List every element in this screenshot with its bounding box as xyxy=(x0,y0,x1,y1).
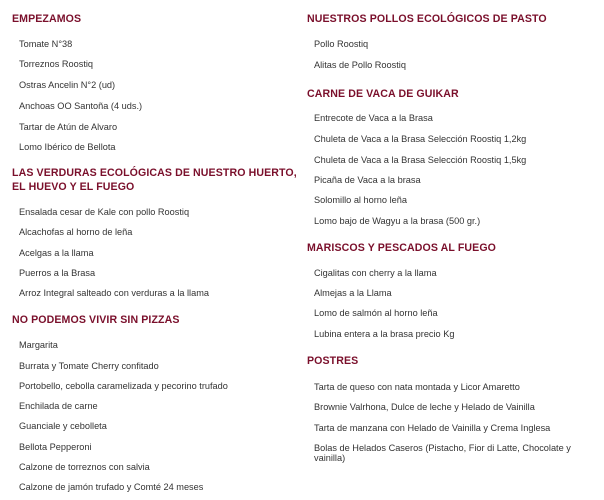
menu-item: Enchilada de carne xyxy=(19,401,98,411)
menu-item: Acelgas a la llama xyxy=(19,248,94,258)
menu-item: Burrata y Tomate Cherry confitado xyxy=(19,361,159,371)
menu-item: Lomo Ibérico de Bellota xyxy=(19,142,116,152)
menu-item: Tartar de Atún de Alvaro xyxy=(19,122,118,132)
menu-item: Cigalitas con cherry a la llama xyxy=(314,268,437,278)
menu-item: Tarta de manzana con Helado de Vainilla y Crema Inglesa xyxy=(314,423,551,433)
menu-item: Calzone de jamón trufado y Comté 24 meses xyxy=(19,482,204,492)
menu-item: Arroz Integral salteado con verduras a la llama xyxy=(19,288,209,298)
menu-item: Bellota Pepperoni xyxy=(19,442,92,452)
menu-item: Alitas de Pollo Roostiq xyxy=(314,60,406,70)
menu-item: Brownie Valrhona, Dulce de leche y Helado de Vainilla xyxy=(314,402,535,412)
menu-item: Tarta de queso con nata montada y Licor Amaretto xyxy=(314,382,520,392)
menu-item: Lomo de salmón al horno leña xyxy=(314,308,438,318)
section-heading-pollos: NUESTROS POLLOS ECOLÓGICOS DE PASTO xyxy=(307,13,547,25)
section-heading-carne: CARNE DE VACA DE GUIKAR xyxy=(307,88,459,100)
menu-item: Picaña de Vaca a la brasa xyxy=(314,175,421,185)
section-heading-empezamos: EMPEZAMOS xyxy=(12,13,82,25)
menu-item: Lomo bajo de Wagyu a la brasa (500 gr.) xyxy=(314,216,481,226)
menu-item: Ensalada cesar de Kale con pollo Roostiq xyxy=(19,207,190,217)
section-heading-mariscos: MARISCOS Y PESCADOS AL FUEGO xyxy=(307,242,497,254)
section-heading-pizzas: NO PODEMOS VIVIR SIN PIZZAS xyxy=(12,314,180,326)
menu-item: Guanciale y cebolleta xyxy=(19,421,107,431)
menu-item: Bolas de Helados Caseros (Pistacho, Fior di Latte, Chocolate y vainilla) xyxy=(314,443,571,463)
menu-item: Anchoas OO Santoña (4 uds.) xyxy=(19,101,143,111)
menu-item: Torreznos Roostiq xyxy=(19,59,94,69)
menu-item: Lubina entera a la brasa precio Kg xyxy=(314,329,455,339)
menu-item: Portobello, cebolla caramelizada y pecorino trufado xyxy=(19,381,228,391)
menu-item: Margarita xyxy=(19,340,58,350)
menu-item: Chuleta de Vaca a la Brasa Selección Roostiq 1,5kg xyxy=(314,155,527,165)
section-heading-verduras: LAS VERDURAS ECOLÓGICAS DE NUESTRO HUERTO, EL HUEVO Y EL FUEGO xyxy=(12,167,297,193)
menu-item: Puerros a la Brasa xyxy=(19,268,96,278)
menu-item: Almejas a la Llama xyxy=(314,288,392,298)
menu-item: Solomillo al horno leña xyxy=(314,195,407,205)
menu-item: Calzone de torreznos con salvia xyxy=(19,462,150,472)
menu-item: Tomate N°38 xyxy=(19,39,73,49)
section-heading-postres: POSTRES xyxy=(307,355,359,367)
menu-item: Alcachofas al horno de leña xyxy=(19,227,133,237)
menu-item: Ostras Ancelin N°2 (ud) xyxy=(19,80,116,90)
menu-item: Chuleta de Vaca a la Brasa Selección Roostiq 1,2kg xyxy=(314,134,527,144)
menu-item: Entrecote de Vaca a la Brasa xyxy=(314,113,433,123)
menu-item: Pollo Roostiq xyxy=(314,39,369,49)
